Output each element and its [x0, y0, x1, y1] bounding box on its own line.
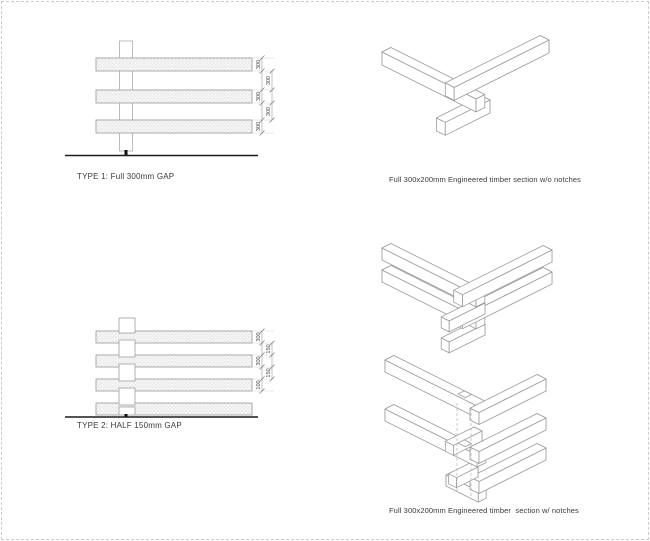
- dim-label: 300: [256, 59, 262, 70]
- beam: [96, 90, 252, 103]
- dim-label: 150: [266, 368, 272, 378]
- post-block: [119, 318, 135, 333]
- dim-label: 150: [266, 344, 272, 354]
- post-block: [119, 364, 135, 381]
- dim-label: 300: [256, 356, 262, 366]
- post-block: [119, 388, 135, 405]
- dimension-chain-gaps: [266, 69, 275, 123]
- iso-top-caption: Full 300x200mm Engineered timber section w/o notches: [389, 175, 581, 184]
- dim-label: 300: [266, 106, 272, 117]
- beam: [96, 120, 252, 133]
- post-ground-tick: [125, 150, 128, 155]
- dim-label: 300: [256, 332, 262, 342]
- post-blocks: [119, 318, 135, 415]
- type2-elevation: [60, 313, 285, 431]
- iso-view-no-notches: [362, 30, 612, 155]
- dimension-chain-gaps: [266, 341, 275, 382]
- post-block: [119, 407, 135, 415]
- timber-beams: [96, 58, 252, 133]
- dimension-chain-beams: [256, 56, 265, 136]
- type1-label: TYPE 1: Full 300mm GAP: [77, 172, 175, 181]
- iso-face: [385, 356, 486, 407]
- post-block: [119, 340, 135, 357]
- iso-bottom-caption: Full 300x200mm Engineered timber section w/ notches: [389, 506, 579, 515]
- iso-face: [454, 40, 549, 100]
- dim-label: 100: [256, 380, 262, 390]
- type1-elevation: [60, 35, 285, 167]
- dim-label: 300: [256, 91, 262, 102]
- iso-view-with-notches: [362, 345, 622, 505]
- dimension-chain-beams: [256, 329, 265, 394]
- dim-label: 300: [256, 121, 262, 132]
- iso-view-stacked-pairs: [362, 240, 622, 352]
- beam: [96, 58, 252, 71]
- dim-label: 300: [266, 75, 272, 86]
- type2-label: TYPE 2: HALF 150mm GAP: [77, 421, 182, 430]
- iso-face: [445, 36, 549, 88]
